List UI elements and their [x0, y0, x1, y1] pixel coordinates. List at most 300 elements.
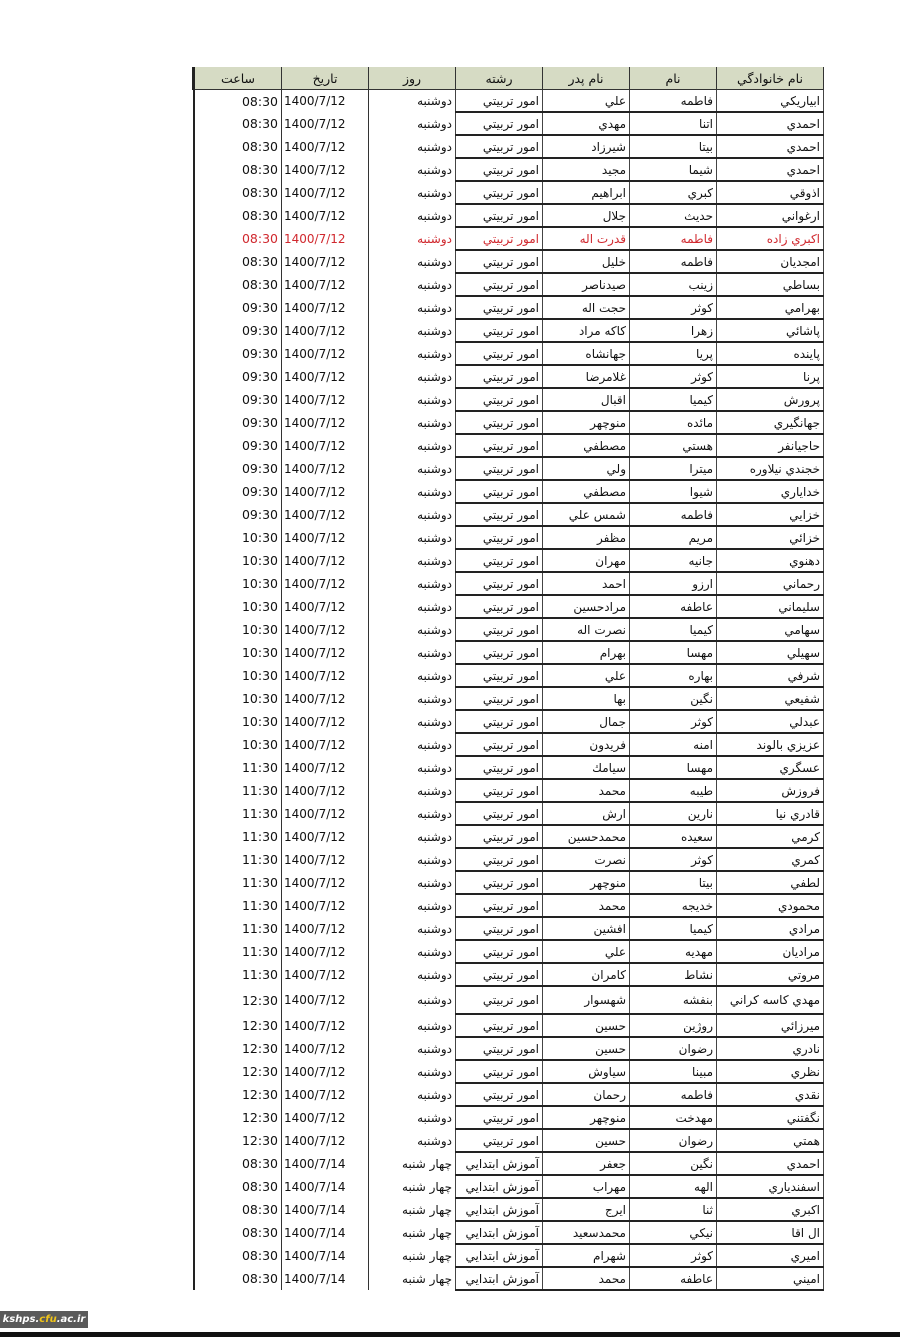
cell-field: امور تربيتي: [456, 296, 543, 319]
table-header: [194, 67, 824, 90]
table-row: [194, 158, 824, 181]
table-row: [194, 963, 824, 986]
cell-field: امور تربيتي: [456, 1106, 543, 1129]
cell-last-name: فروزش: [717, 779, 824, 802]
cell-first-name: بنفشه: [630, 986, 717, 1014]
cell-first-name: ارزو: [630, 572, 717, 595]
cell-day: دوشنبه: [369, 1083, 456, 1106]
cell-field: امور تربيتي: [456, 158, 543, 181]
table-row: [194, 342, 824, 365]
cell-date: 1400/7/12: [282, 1106, 369, 1129]
cell-first-name: نگين: [630, 1152, 717, 1175]
cell-day: دوشنبه: [369, 664, 456, 687]
table-row: [194, 503, 824, 526]
cell-date: 1400/7/14: [282, 1175, 369, 1198]
cell-father-name: غلامرضا: [543, 365, 630, 388]
cell-first-name: كيميا: [630, 388, 717, 411]
cell-date: 1400/7/12: [282, 1014, 369, 1037]
cell-day: چهار شنبه: [369, 1198, 456, 1221]
cell-date: 1400/7/12: [282, 181, 369, 204]
cell-first-name: خديجه: [630, 894, 717, 917]
cell-last-name: همتي: [717, 1129, 824, 1152]
cell-date: 1400/7/12: [282, 342, 369, 365]
cell-first-name: شيوا: [630, 480, 717, 503]
cell-first-name: مريم: [630, 526, 717, 549]
cell-field: امور تربيتي: [456, 388, 543, 411]
cell-time: 12:30: [194, 986, 282, 1014]
cell-field: امور تربيتي: [456, 434, 543, 457]
cell-date: 1400/7/12: [282, 549, 369, 572]
cell-date: 1400/7/12: [282, 687, 369, 710]
cell-time: 08:30: [194, 1175, 282, 1198]
cell-day: دوشنبه: [369, 434, 456, 457]
cell-time: 12:30: [194, 1129, 282, 1152]
cell-day: دوشنبه: [369, 710, 456, 733]
cell-date: 1400/7/12: [282, 388, 369, 411]
cell-last-name: نقدي: [717, 1083, 824, 1106]
cell-last-name: مراديان: [717, 940, 824, 963]
table-row: [194, 457, 824, 480]
cell-day: دوشنبه: [369, 158, 456, 181]
cell-last-name: محمودي: [717, 894, 824, 917]
cell-father-name: مهدي: [543, 112, 630, 135]
cell-day: دوشنبه: [369, 135, 456, 158]
cell-field: امور تربيتي: [456, 825, 543, 848]
cell-field: امور تربيتي: [456, 940, 543, 963]
cell-last-name: مروتي: [717, 963, 824, 986]
cell-last-name: ال اقا: [717, 1221, 824, 1244]
table-row: [194, 1152, 824, 1175]
cell-field: آموزش ابتدايي: [456, 1198, 543, 1221]
cell-field: امور تربيتي: [456, 710, 543, 733]
table-row: [194, 1083, 824, 1106]
cell-date: 1400/7/12: [282, 1060, 369, 1083]
table-row: [194, 526, 824, 549]
cell-day: دوشنبه: [369, 273, 456, 296]
cell-date: 1400/7/14: [282, 1221, 369, 1244]
cell-last-name: ابياريكي: [717, 90, 824, 113]
cell-day: دوشنبه: [369, 1037, 456, 1060]
cell-first-name: ميترا: [630, 457, 717, 480]
table-row: [194, 135, 824, 158]
cell-field: امور تربيتي: [456, 411, 543, 434]
cell-last-name: جهانگيري: [717, 411, 824, 434]
cell-last-name: خداياري: [717, 480, 824, 503]
cell-field: امور تربيتي: [456, 503, 543, 526]
cell-first-name: كبري: [630, 181, 717, 204]
cell-field: امور تربيتي: [456, 871, 543, 894]
cell-father-name: شمس علي: [543, 503, 630, 526]
table-row: [194, 825, 824, 848]
table-row: [194, 1037, 824, 1060]
cell-time: 08:30: [194, 1198, 282, 1221]
table-row: [194, 1014, 824, 1037]
cell-time: 08:30: [194, 227, 282, 250]
cell-field: آموزش ابتدايي: [456, 1152, 543, 1175]
cell-last-name: نگفتني: [717, 1106, 824, 1129]
cell-father-name: حسين: [543, 1129, 630, 1152]
cell-father-name: شهسوار: [543, 986, 630, 1014]
cell-time: 08:30: [194, 250, 282, 273]
cell-time: 10:30: [194, 572, 282, 595]
table-row: [194, 618, 824, 641]
cell-time: 10:30: [194, 618, 282, 641]
cell-last-name: عسگري: [717, 756, 824, 779]
cell-father-name: بهرام: [543, 641, 630, 664]
cell-first-name: عاطفه: [630, 595, 717, 618]
cell-date: 1400/7/12: [282, 1129, 369, 1152]
cell-first-name: كوثر: [630, 848, 717, 871]
table-row: [194, 1129, 824, 1152]
cell-last-name: اسفندياري: [717, 1175, 824, 1198]
cell-date: 1400/7/14: [282, 1152, 369, 1175]
cell-field: امور تربيتي: [456, 1014, 543, 1037]
cell-last-name: احمدي: [717, 158, 824, 181]
cell-date: 1400/7/12: [282, 296, 369, 319]
table-row: [194, 227, 824, 250]
cell-last-name: اميري: [717, 1244, 824, 1267]
cell-field: امور تربيتي: [456, 1083, 543, 1106]
cell-date: 1400/7/12: [282, 411, 369, 434]
cell-last-name: نادري: [717, 1037, 824, 1060]
cell-time: 12:30: [194, 1106, 282, 1129]
cell-time: 11:30: [194, 871, 282, 894]
cell-field: امور تربيتي: [456, 135, 543, 158]
cell-father-name: مظفر: [543, 526, 630, 549]
cell-day: دوشنبه: [369, 1060, 456, 1083]
cell-first-name: نارين: [630, 802, 717, 825]
cell-date: 1400/7/12: [282, 572, 369, 595]
table-row: [194, 802, 824, 825]
cell-field: امور تربيتي: [456, 480, 543, 503]
cell-day: دوشنبه: [369, 986, 456, 1014]
header-last-name: نام خانوادگي: [717, 67, 824, 90]
cell-time: 09:30: [194, 296, 282, 319]
table-row: [194, 204, 824, 227]
cell-last-name: سهامي: [717, 618, 824, 641]
cell-time: 08:30: [194, 1244, 282, 1267]
cell-father-name: رحمان: [543, 1083, 630, 1106]
cell-day: دوشنبه: [369, 1129, 456, 1152]
cell-time: 09:30: [194, 388, 282, 411]
cell-day: دوشنبه: [369, 595, 456, 618]
cell-date: 1400/7/12: [282, 825, 369, 848]
cell-last-name: اكبري زاده: [717, 227, 824, 250]
cell-time: 10:30: [194, 595, 282, 618]
table-row: [194, 687, 824, 710]
cell-last-name: رحماني: [717, 572, 824, 595]
cell-last-name: شفيعي: [717, 687, 824, 710]
cell-date: 1400/7/12: [282, 848, 369, 871]
table-row: [194, 1267, 824, 1290]
table-row: [194, 365, 824, 388]
cell-day: دوشنبه: [369, 687, 456, 710]
cell-father-name: ابراهيم: [543, 181, 630, 204]
cell-father-name: جلال: [543, 204, 630, 227]
cell-day: دوشنبه: [369, 549, 456, 572]
cell-field: امور تربيتي: [456, 894, 543, 917]
cell-day: دوشنبه: [369, 848, 456, 871]
cell-first-name: بهاره: [630, 664, 717, 687]
table-row: [194, 894, 824, 917]
cell-first-name: حديث: [630, 204, 717, 227]
cell-field: امور تربيتي: [456, 848, 543, 871]
cell-father-name: سيامك: [543, 756, 630, 779]
cell-day: دوشنبه: [369, 641, 456, 664]
cell-first-name: كوثر: [630, 296, 717, 319]
cell-time: 08:30: [194, 90, 282, 113]
cell-date: 1400/7/12: [282, 158, 369, 181]
table-body: [194, 90, 824, 1291]
cell-father-name: مرادحسين: [543, 595, 630, 618]
cell-date: 1400/7/12: [282, 641, 369, 664]
table-row: [194, 319, 824, 342]
cell-date: 1400/7/12: [282, 135, 369, 158]
cell-day: چهار شنبه: [369, 1152, 456, 1175]
cell-day: دوشنبه: [369, 296, 456, 319]
cell-time: 10:30: [194, 664, 282, 687]
cell-date: 1400/7/12: [282, 1037, 369, 1060]
cell-first-name: زينب: [630, 273, 717, 296]
cell-time: 09:30: [194, 365, 282, 388]
cell-time: 11:30: [194, 825, 282, 848]
site-logo: [0, 1311, 88, 1328]
cell-first-name: مبينا: [630, 1060, 717, 1083]
header-first-name: نام: [630, 67, 717, 90]
cell-last-name: امجديان: [717, 250, 824, 273]
table-row: [194, 411, 824, 434]
cell-first-name: مهدخت: [630, 1106, 717, 1129]
cell-date: 1400/7/14: [282, 1267, 369, 1290]
cell-field: امور تربيتي: [456, 112, 543, 135]
cell-time: 10:30: [194, 733, 282, 756]
cell-last-name: خزائي: [717, 526, 824, 549]
cell-father-name: مصطفي: [543, 480, 630, 503]
cell-field: امور تربيتي: [456, 227, 543, 250]
cell-date: 1400/7/12: [282, 940, 369, 963]
cell-time: 11:30: [194, 756, 282, 779]
cell-time: 08:30: [194, 204, 282, 227]
cell-time: 09:30: [194, 457, 282, 480]
cell-day: دوشنبه: [369, 802, 456, 825]
cell-time: 08:30: [194, 158, 282, 181]
cell-day: چهار شنبه: [369, 1175, 456, 1198]
table-row: [194, 549, 824, 572]
cell-last-name: عزيزي بالوند: [717, 733, 824, 756]
cell-first-name: روژين: [630, 1014, 717, 1037]
cell-field: امور تربيتي: [456, 572, 543, 595]
cell-first-name: فاطمه: [630, 503, 717, 526]
cell-father-name: فريدون: [543, 733, 630, 756]
cell-father-name: سياوش: [543, 1060, 630, 1083]
cell-father-name: حسين: [543, 1037, 630, 1060]
table-row: [194, 756, 824, 779]
table-row: [194, 273, 824, 296]
cell-last-name: ميرزائي: [717, 1014, 824, 1037]
logo-suffix: .ac.ir: [56, 1314, 86, 1325]
cell-first-name: كوثر: [630, 710, 717, 733]
cell-father-name: خليل: [543, 250, 630, 273]
cell-time: 09:30: [194, 503, 282, 526]
cell-time: 09:30: [194, 319, 282, 342]
cell-time: 08:30: [194, 1267, 282, 1290]
cell-date: 1400/7/12: [282, 710, 369, 733]
cell-father-name: جعفر: [543, 1152, 630, 1175]
cell-father-name: ولي: [543, 457, 630, 480]
cell-first-name: فاطمه: [630, 250, 717, 273]
table-row: [194, 480, 824, 503]
cell-last-name: احمدي: [717, 1152, 824, 1175]
cell-day: دوشنبه: [369, 526, 456, 549]
cell-first-name: مهسا: [630, 641, 717, 664]
cell-father-name: منوچهر: [543, 411, 630, 434]
cell-time: 11:30: [194, 917, 282, 940]
cell-father-name: محمدسعيد: [543, 1221, 630, 1244]
table-row: [194, 871, 824, 894]
cell-first-name: ثنا: [630, 1198, 717, 1221]
cell-father-name: علي: [543, 664, 630, 687]
cell-date: 1400/7/12: [282, 457, 369, 480]
cell-date: 1400/7/12: [282, 480, 369, 503]
cell-time: 10:30: [194, 549, 282, 572]
header-time: ساعت: [194, 67, 282, 90]
cell-date: 1400/7/12: [282, 273, 369, 296]
cell-last-name: خزايي: [717, 503, 824, 526]
cell-field: امور تربيتي: [456, 963, 543, 986]
cell-first-name: مائده: [630, 411, 717, 434]
cell-last-name: لطفي: [717, 871, 824, 894]
footer-bar: [0, 1332, 900, 1337]
cell-field: امور تربيتي: [456, 986, 543, 1014]
cell-father-name: كامران: [543, 963, 630, 986]
cell-date: 1400/7/12: [282, 319, 369, 342]
table-row: [194, 1175, 824, 1198]
cell-father-name: مجيد: [543, 158, 630, 181]
table-row: [194, 710, 824, 733]
table-row: [194, 1060, 824, 1083]
cell-father-name: شهرام: [543, 1244, 630, 1267]
cell-last-name: پرنا: [717, 365, 824, 388]
cell-field: امور تربيتي: [456, 664, 543, 687]
cell-day: دوشنبه: [369, 365, 456, 388]
cell-last-name: اذوقي: [717, 181, 824, 204]
table-row: [194, 434, 824, 457]
cell-day: چهار شنبه: [369, 1221, 456, 1244]
cell-time: 12:30: [194, 1037, 282, 1060]
cell-father-name: اقبال: [543, 388, 630, 411]
cell-first-name: كوثر: [630, 365, 717, 388]
cell-first-name: بيتا: [630, 871, 717, 894]
table-row: [194, 1244, 824, 1267]
cell-time: 08:30: [194, 273, 282, 296]
table-row: [194, 917, 824, 940]
cell-field: امور تربيتي: [456, 1060, 543, 1083]
cell-father-name: نصرت اله: [543, 618, 630, 641]
cell-first-name: رضوان: [630, 1129, 717, 1152]
cell-first-name: امنه: [630, 733, 717, 756]
cell-time: 11:30: [194, 963, 282, 986]
cell-day: دوشنبه: [369, 894, 456, 917]
cell-field: آموزش ابتدايي: [456, 1244, 543, 1267]
cell-field: آموزش ابتدايي: [456, 1221, 543, 1244]
cell-time: 09:30: [194, 342, 282, 365]
cell-field: امور تربيتي: [456, 250, 543, 273]
cell-day: دوشنبه: [369, 963, 456, 986]
cell-last-name: بساطي: [717, 273, 824, 296]
cell-first-name: هستي: [630, 434, 717, 457]
cell-father-name: علي: [543, 90, 630, 113]
cell-first-name: كيميا: [630, 917, 717, 940]
table-row: [194, 181, 824, 204]
cell-day: دوشنبه: [369, 227, 456, 250]
cell-first-name: پريا: [630, 342, 717, 365]
cell-last-name: اكبري: [717, 1198, 824, 1221]
cell-first-name: جانيه: [630, 549, 717, 572]
exam-schedule-table: [192, 67, 824, 1291]
cell-day: چهار شنبه: [369, 1267, 456, 1290]
table-row: [194, 90, 824, 113]
cell-date: 1400/7/12: [282, 365, 369, 388]
cell-first-name: كوثر: [630, 1244, 717, 1267]
cell-day: دوشنبه: [369, 250, 456, 273]
cell-day: دوشنبه: [369, 871, 456, 894]
cell-date: 1400/7/12: [282, 917, 369, 940]
cell-father-name: كاكه مراد: [543, 319, 630, 342]
cell-day: دوشنبه: [369, 204, 456, 227]
cell-day: دوشنبه: [369, 940, 456, 963]
header-date: تاريخ: [282, 67, 369, 90]
cell-date: 1400/7/12: [282, 204, 369, 227]
cell-field: امور تربيتي: [456, 756, 543, 779]
cell-first-name: شيما: [630, 158, 717, 181]
cell-day: دوشنبه: [369, 1106, 456, 1129]
header-father-name: نام پدر: [543, 67, 630, 90]
cell-field: امور تربيتي: [456, 457, 543, 480]
cell-last-name: ارغواني: [717, 204, 824, 227]
cell-last-name: اميني: [717, 1267, 824, 1290]
cell-father-name: محمدحسين: [543, 825, 630, 848]
cell-day: دوشنبه: [369, 342, 456, 365]
cell-first-name: مهسا: [630, 756, 717, 779]
cell-date: 1400/7/12: [282, 503, 369, 526]
cell-father-name: بها: [543, 687, 630, 710]
cell-field: امور تربيتي: [456, 181, 543, 204]
cell-field: امور تربيتي: [456, 1129, 543, 1152]
cell-field: امور تربيتي: [456, 779, 543, 802]
cell-father-name: جهانشاه: [543, 342, 630, 365]
cell-last-name: كرمي: [717, 825, 824, 848]
cell-time: 11:30: [194, 894, 282, 917]
cell-first-name: نشاط: [630, 963, 717, 986]
cell-first-name: زهرا: [630, 319, 717, 342]
cell-day: دوشنبه: [369, 457, 456, 480]
cell-date: 1400/7/12: [282, 250, 369, 273]
cell-last-name: خجندي نيلاوره: [717, 457, 824, 480]
table-row: [194, 848, 824, 871]
table-row: [194, 250, 824, 273]
cell-date: 1400/7/14: [282, 1198, 369, 1221]
table-row: [194, 1198, 824, 1221]
cell-time: 10:30: [194, 687, 282, 710]
cell-last-name: احمدي: [717, 135, 824, 158]
cell-day: دوشنبه: [369, 917, 456, 940]
cell-last-name: عبدلي: [717, 710, 824, 733]
cell-father-name: مهران: [543, 549, 630, 572]
cell-date: 1400/7/12: [282, 595, 369, 618]
logo-text: kshps.: [2, 1314, 40, 1325]
cell-father-name: محمد: [543, 779, 630, 802]
cell-time: 11:30: [194, 848, 282, 871]
